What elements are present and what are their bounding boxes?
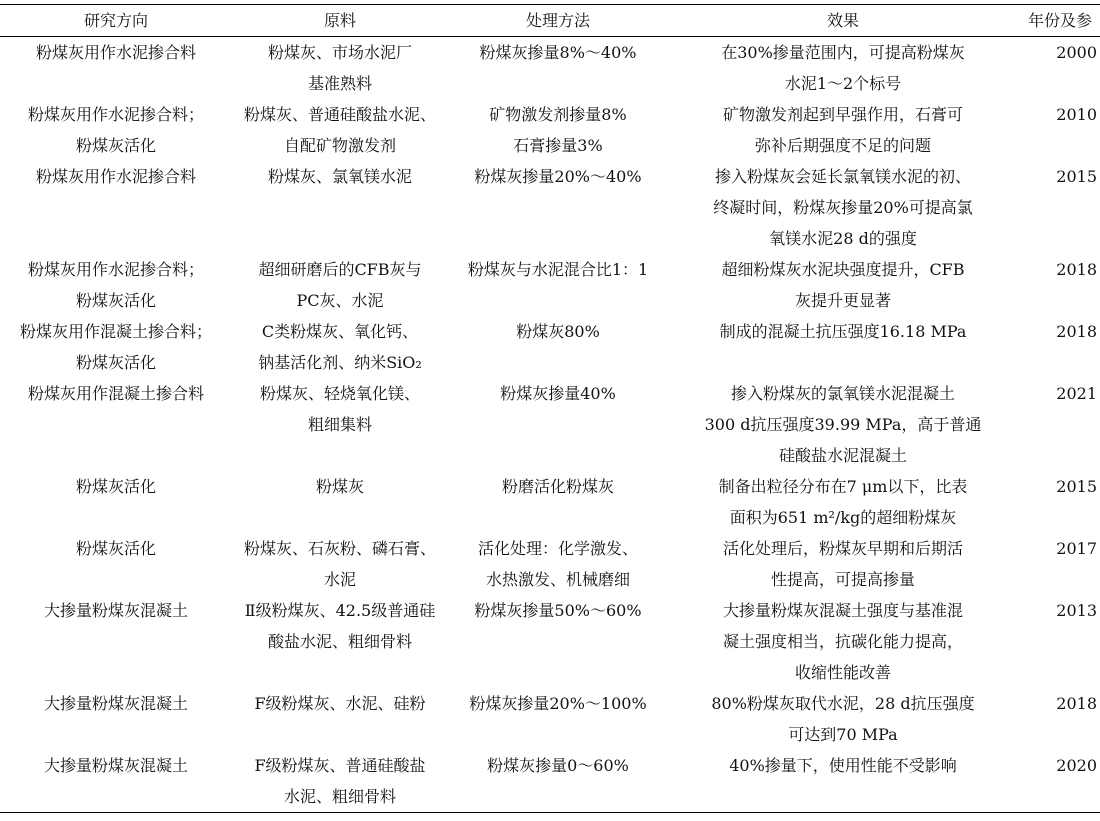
cell-effect-line: 灰提升更显著 bbox=[794, 291, 891, 310]
header-year: 年份及参 bbox=[1018, 5, 1100, 37]
cell-material-line: 粉煤灰、石灰粉、磷石膏、 bbox=[243, 539, 436, 558]
cell-effect bbox=[668, 254, 1018, 316]
cell-effect bbox=[668, 595, 1018, 688]
cell-method-line: 粉煤灰掺量8%～40% bbox=[479, 43, 637, 62]
cell-method-line: 石膏掺量3% bbox=[513, 136, 603, 155]
cell-material bbox=[232, 533, 448, 595]
cell-material bbox=[232, 750, 448, 813]
cell-material bbox=[232, 316, 448, 378]
cell-effect bbox=[668, 471, 1018, 533]
cell-effect-line: 掺入粉煤灰的氯氧镁水泥混凝土 bbox=[730, 384, 955, 403]
header-method: 处理方法 bbox=[448, 5, 668, 37]
cell-material-line: PC灰、水泥 bbox=[296, 291, 384, 310]
cell-method bbox=[448, 161, 668, 254]
cell-effect-line: 40%掺量下，使用性能不受影响 bbox=[729, 756, 957, 775]
cell-material-line: 粉煤灰、氯氧镁水泥 bbox=[267, 167, 412, 186]
cell-effect-line: 制成的混凝土抗压强度16.18 MPa bbox=[719, 322, 967, 341]
cell-material-line: 水泥 bbox=[323, 570, 356, 589]
cell-direction-line: 粉煤灰用作混凝土掺合料 bbox=[27, 384, 204, 403]
cell-direction-line: 粉煤灰用作水泥掺合料； bbox=[27, 105, 204, 124]
cell-year: 2018 bbox=[1056, 322, 1097, 341]
cell-year: 2021 bbox=[1056, 384, 1097, 403]
cell-direction bbox=[0, 533, 232, 595]
cell-effect-line: 超细粉煤灰水泥块强度提升，CFB bbox=[721, 260, 965, 279]
cell-method bbox=[448, 99, 668, 161]
cell-method-line: 粉煤灰掺量20%～100% bbox=[469, 694, 647, 713]
cell-effect-line: 活化处理后，粉煤灰早期和后期活 bbox=[722, 539, 963, 558]
cell-material-line: 粉煤灰、市场水泥厂 bbox=[267, 43, 412, 62]
cell-material-line: 自配矿物激发剂 bbox=[283, 136, 396, 155]
cell-material-line: 酸盐水泥、粗细骨料 bbox=[267, 632, 412, 651]
cell-year: 2018 bbox=[1056, 694, 1097, 713]
cell-method-line: 粉煤灰掺量0～60% bbox=[487, 756, 629, 775]
cell-effect-line: 水泥1～2个标号 bbox=[784, 74, 902, 93]
cell-year: 2010 bbox=[1056, 105, 1097, 124]
cell-direction-line: 粉煤灰用作水泥掺合料 bbox=[35, 167, 196, 186]
cell-direction-line: 粉煤灰用作水泥掺合料 bbox=[35, 43, 196, 62]
cell-direction-line: 大掺量粉煤灰混凝土 bbox=[43, 694, 188, 713]
header-effect: 效果 bbox=[668, 5, 1018, 37]
cell-effect-line: 收缩性能改善 bbox=[794, 663, 891, 682]
cell-method-line: 矿物激发剂掺量8% bbox=[489, 105, 627, 124]
cell-method bbox=[448, 750, 668, 813]
table-row bbox=[0, 99, 1100, 161]
cell-method-line: 粉煤灰掺量20%～40% bbox=[474, 167, 642, 186]
cell-effect-line: 终凝时间，粉煤灰掺量20%可提高氯 bbox=[713, 198, 973, 217]
cell-material bbox=[232, 688, 448, 750]
cell-direction bbox=[0, 316, 232, 378]
cell-effect bbox=[668, 316, 1018, 378]
table-row bbox=[0, 161, 1100, 254]
cell-effect bbox=[668, 161, 1018, 254]
cell-material bbox=[232, 254, 448, 316]
cell-effect-line: 氧镁水泥28 d的强度 bbox=[769, 229, 917, 248]
cell-method bbox=[448, 595, 668, 688]
cell-direction-line: 粉煤灰活化 bbox=[75, 136, 156, 155]
table-row bbox=[0, 595, 1100, 688]
cell-method-line: 粉煤灰与水泥混合比1：1 bbox=[467, 260, 649, 279]
cell-direction bbox=[0, 37, 232, 100]
cell-direction-line: 粉煤灰活化 bbox=[75, 477, 156, 496]
cell-material-line: 水泥、粗细骨料 bbox=[283, 787, 396, 806]
cell-direction bbox=[0, 254, 232, 316]
cell-material bbox=[232, 595, 448, 688]
cell-effect-line: 300 d抗压强度39.99 MPa，高于普通 bbox=[704, 415, 982, 434]
cell-method bbox=[448, 37, 668, 100]
cell-direction-line: 粉煤灰活化 bbox=[75, 291, 156, 310]
cell-material-line: F级粉煤灰、水泥、硅粉 bbox=[254, 694, 426, 713]
cell-direction bbox=[0, 688, 232, 750]
cell-effect-line: 掺入粉煤灰会延长氯氧镁水泥的初、 bbox=[714, 167, 971, 186]
cell-direction bbox=[0, 595, 232, 688]
table-row bbox=[0, 378, 1100, 471]
cell-material-line: 粉煤灰、轻烧氧化镁、 bbox=[259, 384, 420, 403]
table-body bbox=[0, 37, 1100, 813]
cell-effect bbox=[668, 37, 1018, 100]
cell-material-line: Ⅱ级粉煤灰、42.5级普通硅 bbox=[244, 601, 436, 620]
cell-year: 2015 bbox=[1056, 167, 1097, 186]
cell-material-line: C类粉煤灰、氧化钙、 bbox=[261, 322, 419, 341]
research-table bbox=[0, 4, 1100, 813]
header-material: 原料 bbox=[232, 5, 448, 37]
cell-direction bbox=[0, 378, 232, 471]
cell-method bbox=[448, 378, 668, 471]
table-header-row bbox=[0, 5, 1100, 37]
cell-method-line: 活化处理：化学激发、 bbox=[477, 539, 638, 558]
cell-material bbox=[232, 471, 448, 533]
cell-effect-line: 80%粉煤灰取代水泥，28 d抗压强度 bbox=[711, 694, 975, 713]
cell-effect bbox=[668, 533, 1018, 595]
cell-material-line: 超细研磨后的CFB灰与 bbox=[258, 260, 422, 279]
cell-year: 2000 bbox=[1056, 43, 1097, 62]
cell-material-line: 基准熟料 bbox=[307, 74, 372, 93]
table-row bbox=[0, 688, 1100, 750]
header-direction: 研究方向 bbox=[0, 5, 232, 37]
cell-effect bbox=[668, 378, 1018, 471]
cell-direction-line: 粉煤灰用作水泥掺合料； bbox=[27, 260, 204, 279]
cell-direction bbox=[0, 471, 232, 533]
cell-effect-line: 凝土强度相当，抗碳化能力提高， bbox=[722, 632, 963, 651]
cell-direction bbox=[0, 161, 232, 254]
cell-direction-line: 粉煤灰活化 bbox=[75, 353, 156, 372]
cell-material-line: 粗细集料 bbox=[307, 415, 372, 434]
table-row bbox=[0, 316, 1100, 378]
table-row bbox=[0, 750, 1100, 813]
cell-direction-line: 粉煤灰用作混凝土掺合料； bbox=[19, 322, 212, 341]
cell-effect-line: 可达到70 MPa bbox=[788, 725, 898, 744]
cell-method bbox=[448, 316, 668, 378]
cell-effect-line: 性提高，可提高掺量 bbox=[770, 570, 915, 589]
cell-effect-line: 面积为651 m²/kg的超细粉煤灰 bbox=[729, 508, 957, 527]
cell-material bbox=[232, 378, 448, 471]
cell-material bbox=[232, 37, 448, 100]
cell-year: 2013 bbox=[1056, 601, 1097, 620]
cell-method-line: 水热激发、机械磨细 bbox=[485, 570, 630, 589]
cell-effect bbox=[668, 99, 1018, 161]
cell-method-line: 粉煤灰掺量40% bbox=[500, 384, 616, 403]
cell-effect bbox=[668, 688, 1018, 750]
cell-method bbox=[448, 254, 668, 316]
cell-year: 2017 bbox=[1056, 539, 1097, 558]
cell-method-line: 粉煤灰掺量50%～60% bbox=[474, 601, 642, 620]
cell-material bbox=[232, 99, 448, 161]
cell-direction-line: 大掺量粉煤灰混凝土 bbox=[43, 756, 188, 775]
cell-effect-line: 在30%掺量范围内，可提高粉煤灰 bbox=[721, 43, 965, 62]
cell-material-line: 钠基活化剂、纳米SiO₂ bbox=[258, 353, 422, 372]
cell-direction-line: 粉煤灰活化 bbox=[75, 539, 156, 558]
cell-method bbox=[448, 688, 668, 750]
cell-direction bbox=[0, 99, 232, 161]
cell-effect-line: 大掺量粉煤灰混凝土强度与基准混 bbox=[722, 601, 963, 620]
cell-direction bbox=[0, 750, 232, 813]
table-row bbox=[0, 533, 1100, 595]
cell-effect-line: 弥补后期强度不足的问题 bbox=[754, 136, 931, 155]
cell-effect-line: 制备出粒径分布在7 μm以下，比表 bbox=[718, 477, 968, 496]
table-row bbox=[0, 37, 1100, 100]
cell-material-line: 粉煤灰、普通硅酸盐水泥、 bbox=[243, 105, 436, 124]
cell-method-line: 粉磨活化粉煤灰 bbox=[501, 477, 614, 496]
cell-year: 2015 bbox=[1056, 477, 1097, 496]
cell-material-line: F级粉煤灰、普通硅酸盐 bbox=[254, 756, 426, 775]
cell-year: 2020 bbox=[1018, 750, 1100, 813]
table-row bbox=[0, 254, 1100, 316]
cell-effect-line: 矿物激发剂起到早强作用，石膏可 bbox=[722, 105, 963, 124]
cell-method-line: 粉煤灰80% bbox=[516, 322, 600, 341]
cell-material-line: 粉煤灰 bbox=[315, 477, 364, 496]
cell-effect bbox=[668, 750, 1018, 813]
cell-direction-line: 大掺量粉煤灰混凝土 bbox=[43, 601, 188, 620]
cell-effect-line: 硅酸盐水泥混凝土 bbox=[778, 446, 907, 465]
table-row bbox=[0, 471, 1100, 533]
cell-material bbox=[232, 161, 448, 254]
cell-method bbox=[448, 471, 668, 533]
cell-method bbox=[448, 533, 668, 595]
cell-year: 2018 bbox=[1056, 260, 1097, 279]
